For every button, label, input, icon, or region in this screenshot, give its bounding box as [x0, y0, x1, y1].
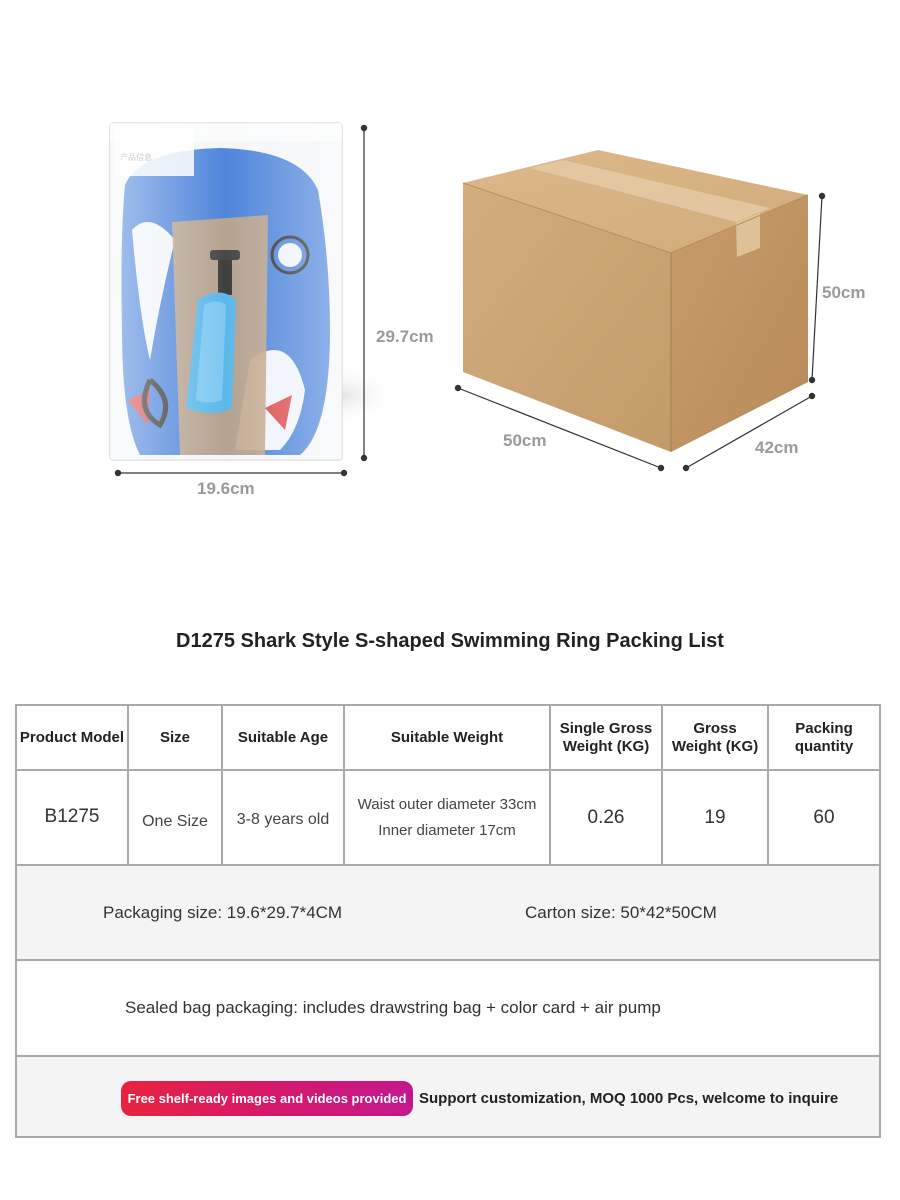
packaging-size-text: Packaging size: 19.6*29.7*4CM: [103, 902, 343, 922]
box-height-label: 50cm: [822, 283, 866, 302]
table-header-row: [17, 706, 879, 771]
cell-gross-weight: 19: [663, 771, 769, 864]
cell-single-gross-weight: 0.26: [551, 771, 663, 864]
packing-table: [15, 704, 881, 1138]
header-product-model: Product Model: [17, 706, 129, 769]
packing-illustration: [0, 0, 900, 560]
bag-height-label: 29.7cm: [376, 327, 434, 346]
sealed-bag-text: Sealed bag packaging: includes drawstring bag + color card + air pump: [125, 998, 661, 1017]
customization-row: [17, 1057, 879, 1136]
box-width-label: 42cm: [755, 438, 799, 457]
carton-size-text: Carton size: 50*42*50CM: [525, 902, 717, 922]
header-packing-quantity: Packing quantity: [794, 719, 854, 755]
box-length-label: 50cm: [503, 431, 547, 450]
header-suitable-weight: Suitable Weight: [345, 706, 551, 769]
header-size: Size: [129, 706, 223, 769]
bag-width-label: 19.6cm: [197, 479, 255, 498]
header-gross-weight: Gross Weight (KG): [663, 706, 769, 769]
page-title: D1275 Shark Style S-shaped Swimming Ring Packing List: [176, 630, 724, 652]
size-row: [17, 866, 879, 961]
packing-figure: [0, 0, 900, 560]
header-suitable-age: Suitable Age: [223, 706, 345, 769]
carton-box: [463, 150, 808, 452]
sealed-bag-row: [17, 961, 879, 1057]
cell-suitable-weight: Waist outer diameter 33cm Inner diameter 17cm: [345, 771, 551, 864]
header-single-gross-weight: Single Gross Weight (KG): [551, 706, 663, 769]
cell-suitable-age: 3-8 years old: [223, 771, 345, 864]
cell-size: One Size: [129, 771, 223, 864]
table-row: [17, 771, 879, 866]
cell-packing-quantity: 60: [813, 806, 835, 828]
free-media-badge: Free shelf-ready images and videos provided: [121, 1081, 413, 1116]
cell-product-model: B1275: [17, 771, 129, 864]
sealed-bag: [110, 123, 342, 460]
support-customization-text: Support customization, MOQ 1000 Pcs, welcome to inquire: [419, 1090, 839, 1107]
